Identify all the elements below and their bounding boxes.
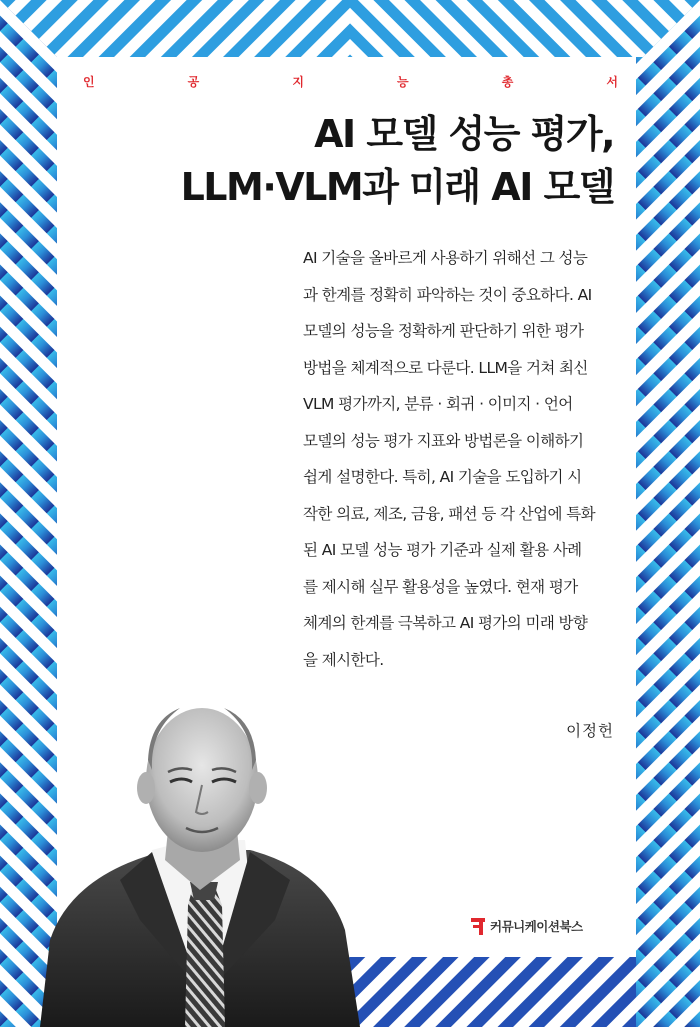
series-char: 공: [187, 75, 200, 89]
publisher-name: 커뮤니케이션북스: [490, 919, 583, 934]
series-char: 인: [83, 75, 95, 89]
series-name: [83, 73, 618, 90]
publisher-logo-icon: [470, 916, 486, 936]
series-char: 능: [397, 75, 409, 89]
description-line: 를 제시해 실무 활용성을 높였다. 현재 평가: [303, 577, 578, 596]
description-line: 된 AI 모델 성능 평가 기준과 실제 활용 사례: [303, 541, 582, 559]
series-char: 서: [606, 75, 618, 89]
description-line: 과 한계를 정확히 파악하는 것이 중요하다. AI: [303, 285, 592, 304]
description-line: 모델의 성능 평가 지표와 방법론을 이해하기: [303, 431, 584, 450]
description-line: 모델의 성능을 정확하게 판단하기 위한 평가: [303, 322, 584, 340]
book-title-line-1: AI 모델 성능 평가,: [314, 112, 614, 156]
book-title-line-2: LLM·VLM과 미래 AI 모델: [180, 165, 614, 209]
description-line: 방법을 체계적으로 다룬다. LLM을 거쳐 최신: [303, 358, 588, 377]
book-title: [181, 108, 614, 214]
series-char: 지: [292, 75, 304, 89]
description-line: AI 기술을 올바르게 사용하기 위해선 그 성능: [303, 249, 588, 267]
description-line: 작한 의료, 제조, 금융, 패션 등 각 산업에 특화: [303, 504, 595, 523]
description-line: 쉽게 설명한다. 특히, AI 기술을 도입하기 시: [303, 468, 582, 486]
author-name: 이정헌: [566, 722, 614, 740]
series-char: 총: [501, 75, 514, 89]
author-portrait: [40, 690, 360, 1027]
publisher: [470, 916, 583, 936]
description-line: 체계의 한계를 극복하고 AI 평가의 미래 방향: [303, 614, 588, 632]
book-description: [303, 240, 615, 678]
description-line: VLM 평가까지, 분류 · 회귀 · 이미지 · 언어: [303, 395, 573, 413]
description-line: 을 제시한다.: [303, 650, 384, 669]
